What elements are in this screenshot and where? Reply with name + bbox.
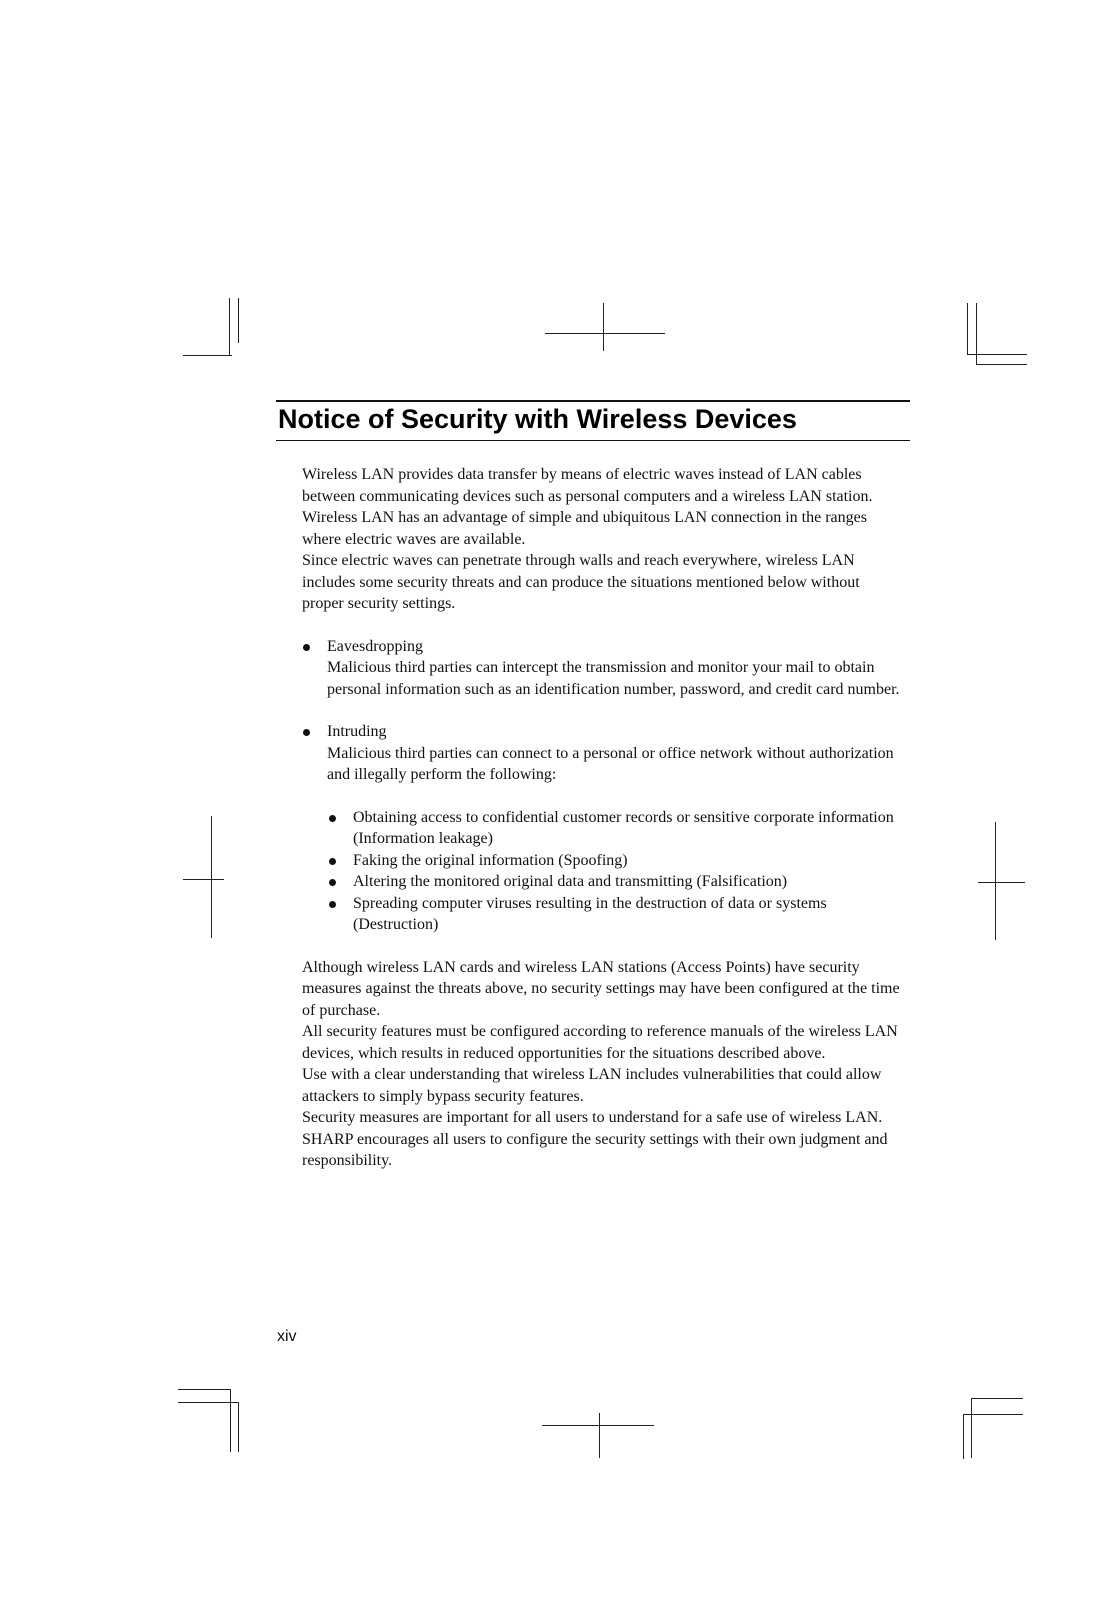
intro-paragraph: Since electric waves can penetrate through walls and reach everywhere, wireless LAN includes some security threats and can produce the situations mentioned below without proper security settings. — [302, 552, 860, 612]
closing-paragraph: Although wireless LAN cards and wireless LAN stations (Access Points) have security measures against the threats above, no security settings may have been configured at the time of purchase. — [302, 958, 900, 1019]
crop-mark-top-center-v — [603, 303, 604, 351]
crop-mark-right-middle-h — [978, 882, 1025, 883]
crop-mark-bottom-left-v1 — [230, 1389, 231, 1452]
crop-mark-top-center-h — [545, 333, 665, 334]
crop-mark-bottom-left-h1 — [178, 1389, 231, 1390]
crop-mark-left-middle-v — [211, 816, 212, 938]
bullet-heading: Eavesdropping — [327, 637, 423, 655]
sub-bullet-item — [327, 893, 902, 936]
crop-mark-top-right-h — [967, 354, 1027, 355]
sub-bullet-text: Obtaining access to confidential customer records or sensitive corporate information (Information leakage) — [353, 808, 894, 847]
closing-paragraph: Security measures are important for all users to understand for a safe use of wireless LAN. SHARP encourages all users to configure the security settings with their own judgment and responsibility. — [302, 1109, 888, 1169]
bullet-dot-icon — [303, 644, 310, 651]
crop-mark-top-right-v2 — [976, 303, 977, 365]
sub-bullet-item — [327, 850, 902, 872]
crop-mark-bottom-right-v2 — [971, 1398, 972, 1458]
sub-bullet-text: Altering the monitored original data and transmitting (Falsification) — [353, 873, 788, 890]
crop-mark-bottom-right-v1 — [963, 1414, 964, 1459]
crop-mark-bottom-right-h1 — [971, 1398, 1023, 1399]
bullet-dot-icon — [329, 879, 336, 886]
sub-bullet-item — [327, 807, 902, 850]
sub-bullet-item — [327, 871, 902, 893]
notice-body — [302, 464, 902, 1172]
sub-bullet-list — [327, 807, 902, 936]
crop-mark-top-right-v1 — [967, 303, 968, 355]
bullet-dot-icon — [329, 901, 336, 908]
crop-mark-top-left-v2 — [238, 298, 239, 343]
bullet-heading: Intruding — [327, 723, 387, 740]
crop-mark-right-middle-v — [995, 822, 996, 940]
closing-section — [302, 957, 902, 1172]
crop-mark-bottom-left-h2 — [178, 1402, 238, 1403]
crop-mark-bottom-center-v — [599, 1413, 600, 1458]
closing-paragraph: All security features must be configured according to reference manuals of the wireless LAN devices, which results in reduced opportunities for the situations described above. — [302, 1023, 898, 1062]
crop-mark-bottom-right-h2 — [963, 1414, 1023, 1415]
crop-mark-top-left-h — [183, 355, 232, 356]
closing-paragraph: Use with a clear understanding that wireless LAN includes vulnerabilities that could allow attackers to simply bypass security features. — [302, 1066, 882, 1105]
crop-mark-left-middle-h — [183, 879, 224, 880]
bullet-item-intruding — [302, 721, 902, 786]
title-rule-bottom — [276, 440, 910, 441]
bullet-dot-icon — [329, 858, 336, 865]
bullet-text: Malicious third parties can connect to a personal or office network without authorization and illegally perform the following: — [327, 744, 894, 783]
bullet-dot-icon — [303, 729, 310, 736]
sub-bullet-text: Spreading computer viruses resulting in the destruction of data or systems (Destruction) — [353, 894, 827, 933]
title-rule-top — [276, 400, 910, 402]
bullet-dot-icon — [329, 815, 336, 822]
page-title: Notice of Security with Wireless Devices — [278, 404, 797, 434]
intro-paragraph: Wireless LAN provides data transfer by means of electric waves instead of LAN cables between communicating devices such as personal computers and a wireless LAN station. Wireless LAN has an advantage of simple and ubiquitous LAN connection in the ranges where electric waves are available. — [302, 466, 873, 548]
sub-bullet-text: Faking the original information (Spoofing) — [353, 851, 628, 869]
bullet-item-eavesdropping — [302, 636, 902, 701]
page-number: xiv — [277, 1328, 297, 1345]
crop-mark-bottom-center-h — [542, 1425, 654, 1426]
crop-mark-top-right-h2 — [976, 364, 1027, 365]
crop-mark-top-left-v1 — [229, 298, 230, 356]
crop-mark-bottom-left-v2 — [238, 1402, 239, 1452]
bullet-text: Malicious third parties can intercept the transmission and monitor your mail to obtain personal information such as an identification number, password, and credit card number. — [327, 659, 900, 698]
intro-section — [302, 464, 902, 615]
